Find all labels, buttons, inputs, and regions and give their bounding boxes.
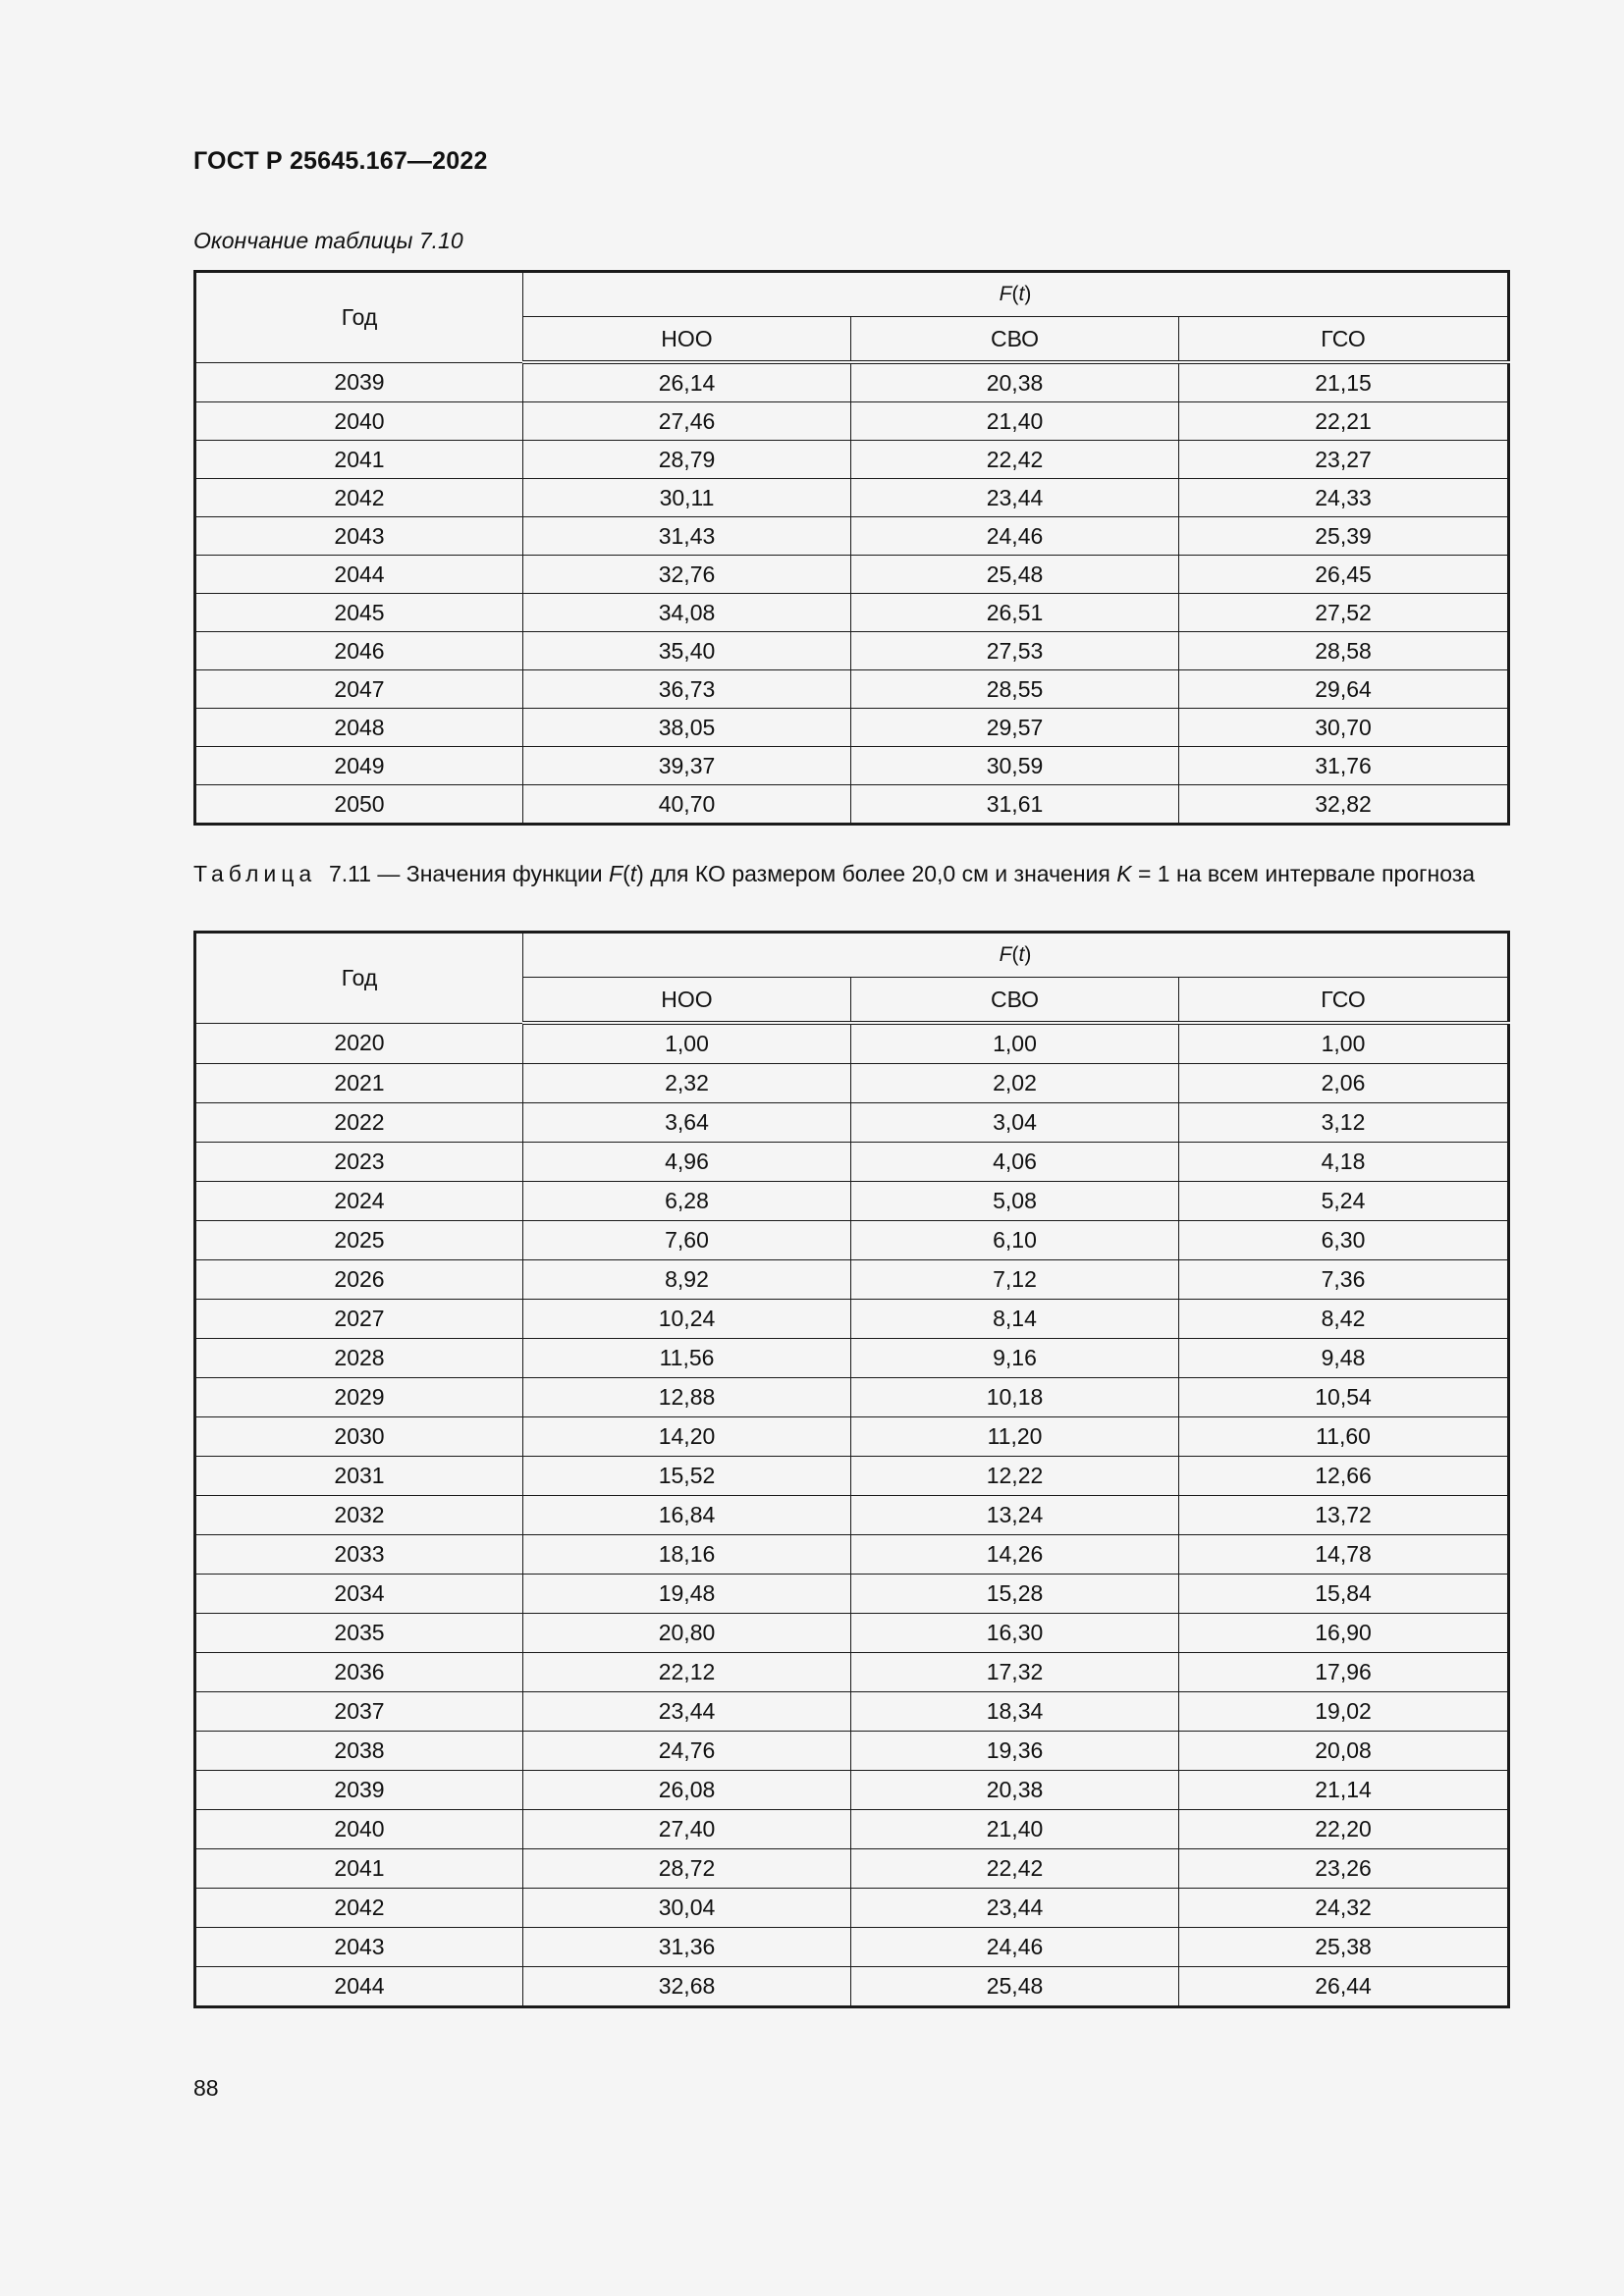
noo-cell: 15,52 [523, 1457, 851, 1496]
year-cell: 2039 [195, 362, 523, 402]
table-row [195, 1221, 1509, 1260]
svo-cell: 22,42 [851, 441, 1179, 479]
svo-cell: 6,10 [851, 1221, 1179, 1260]
year-cell: 2027 [195, 1300, 523, 1339]
year-cell: 2031 [195, 1457, 523, 1496]
table-row [195, 670, 1509, 709]
svo-cell: 28,55 [851, 670, 1179, 709]
gso-cell: 6,30 [1179, 1221, 1509, 1260]
noo-cell: 27,40 [523, 1810, 851, 1849]
gso-cell: 16,90 [1179, 1614, 1509, 1653]
table-7-11 [193, 931, 1510, 2008]
noo-cell: 40,70 [523, 785, 851, 825]
noo-cell: 11,56 [523, 1339, 851, 1378]
gso-cell: 26,44 [1179, 1967, 1509, 2007]
noo-cell: 22,12 [523, 1653, 851, 1692]
table-row [195, 1849, 1509, 1889]
noo-cell: 1,00 [523, 1023, 851, 1064]
table-row [195, 1260, 1509, 1300]
year-cell: 2026 [195, 1260, 523, 1300]
gso-cell: 27,52 [1179, 594, 1509, 632]
year-cell: 2040 [195, 1810, 523, 1849]
noo-cell: 26,08 [523, 1771, 851, 1810]
year-cell: 2050 [195, 785, 523, 825]
table-row [195, 1692, 1509, 1732]
svo-cell: 25,48 [851, 1967, 1179, 2007]
table-row [195, 1810, 1509, 1849]
noo-cell: 6,28 [523, 1182, 851, 1221]
year-cell: 2037 [195, 1692, 523, 1732]
year-cell: 2025 [195, 1221, 523, 1260]
gso-cell: 22,20 [1179, 1810, 1509, 1849]
noo-cell: 28,72 [523, 1849, 851, 1889]
year-cell: 2043 [195, 517, 523, 556]
svo-cell: 2,02 [851, 1064, 1179, 1103]
svo-cell: 13,24 [851, 1496, 1179, 1535]
svo-cell: 9,16 [851, 1339, 1179, 1378]
column-group-header-ft: F(t) [523, 933, 1509, 978]
svo-cell: 23,44 [851, 479, 1179, 517]
svo-cell: 23,44 [851, 1889, 1179, 1928]
year-cell: 2021 [195, 1064, 523, 1103]
table-7-10-continuation-caption: Окончание таблицы 7.10 [193, 228, 463, 253]
table-row [195, 1614, 1509, 1653]
year-cell: 2029 [195, 1378, 523, 1417]
table-row [195, 1496, 1509, 1535]
svo-cell: 21,40 [851, 1810, 1179, 1849]
svo-cell: 21,40 [851, 402, 1179, 441]
svo-cell: 20,38 [851, 1771, 1179, 1810]
svo-cell: 8,14 [851, 1300, 1179, 1339]
noo-cell: 31,36 [523, 1928, 851, 1967]
gso-cell: 29,64 [1179, 670, 1509, 709]
table-row [195, 1103, 1509, 1143]
gso-cell: 20,08 [1179, 1732, 1509, 1771]
page-number: 88 [193, 2075, 219, 2101]
svo-cell: 24,46 [851, 1928, 1179, 1967]
svo-cell: 11,20 [851, 1417, 1179, 1457]
table-row [195, 785, 1509, 825]
gso-cell: 21,14 [1179, 1771, 1509, 1810]
gso-cell: 9,48 [1179, 1339, 1509, 1378]
noo-cell: 3,64 [523, 1103, 851, 1143]
year-cell: 2047 [195, 670, 523, 709]
year-cell: 2049 [195, 747, 523, 785]
year-cell: 2044 [195, 1967, 523, 2007]
table-row [195, 1928, 1509, 1967]
table-row [195, 362, 1509, 402]
svo-cell: 16,30 [851, 1614, 1179, 1653]
year-cell: 2043 [195, 1928, 523, 1967]
svo-cell: 31,61 [851, 785, 1179, 825]
svo-cell: 14,26 [851, 1535, 1179, 1575]
table-row [195, 1535, 1509, 1575]
gso-cell: 7,36 [1179, 1260, 1509, 1300]
gso-cell: 25,38 [1179, 1928, 1509, 1967]
svo-cell: 30,59 [851, 747, 1179, 785]
gso-cell: 14,78 [1179, 1535, 1509, 1575]
noo-cell: 35,40 [523, 632, 851, 670]
table-row [195, 1378, 1509, 1417]
svo-cell: 5,08 [851, 1182, 1179, 1221]
svo-cell: 7,12 [851, 1260, 1179, 1300]
svo-cell: 3,04 [851, 1103, 1179, 1143]
year-cell: 2046 [195, 632, 523, 670]
gso-cell: 24,32 [1179, 1889, 1509, 1928]
gso-cell: 13,72 [1179, 1496, 1509, 1535]
noo-cell: 20,80 [523, 1614, 851, 1653]
table-row [195, 1417, 1509, 1457]
gso-cell: 24,33 [1179, 479, 1509, 517]
table-row [195, 594, 1509, 632]
gso-cell: 2,06 [1179, 1064, 1509, 1103]
gso-cell: 15,84 [1179, 1575, 1509, 1614]
svo-cell: 10,18 [851, 1378, 1179, 1417]
gso-cell: 26,45 [1179, 556, 1509, 594]
year-cell: 2024 [195, 1182, 523, 1221]
table-row [195, 632, 1509, 670]
noo-cell: 23,44 [523, 1692, 851, 1732]
table-row [195, 747, 1509, 785]
table-row [195, 1653, 1509, 1692]
svo-cell: 12,22 [851, 1457, 1179, 1496]
table-row [195, 1771, 1509, 1810]
table-7-11-body [195, 1023, 1509, 2007]
gso-cell: 1,00 [1179, 1023, 1509, 1064]
noo-cell: 31,43 [523, 517, 851, 556]
svo-cell: 15,28 [851, 1575, 1179, 1614]
column-header-year: Год [195, 933, 523, 1024]
year-cell: 2038 [195, 1732, 523, 1771]
svo-cell: 24,46 [851, 517, 1179, 556]
table-row [195, 1889, 1509, 1928]
gso-cell: 23,27 [1179, 441, 1509, 479]
column-header-svo: СВО [851, 317, 1179, 363]
table-7-10-body [195, 362, 1509, 825]
noo-cell: 24,76 [523, 1732, 851, 1771]
table-row [195, 1339, 1509, 1378]
gso-cell: 8,42 [1179, 1300, 1509, 1339]
column-header-noo: НОО [523, 978, 851, 1024]
noo-cell: 19,48 [523, 1575, 851, 1614]
year-cell: 2034 [195, 1575, 523, 1614]
noo-cell: 12,88 [523, 1378, 851, 1417]
noo-cell: 26,14 [523, 362, 851, 402]
table-row [195, 1300, 1509, 1339]
year-cell: 2033 [195, 1535, 523, 1575]
noo-cell: 30,11 [523, 479, 851, 517]
column-header-gso: ГСО [1179, 317, 1509, 363]
gso-cell: 32,82 [1179, 785, 1509, 825]
column-header-gso: ГСО [1179, 978, 1509, 1024]
table-row [195, 709, 1509, 747]
noo-cell: 34,08 [523, 594, 851, 632]
svo-cell: 1,00 [851, 1023, 1179, 1064]
column-header-svo: СВО [851, 978, 1179, 1024]
table-row [195, 517, 1509, 556]
table-row [195, 479, 1509, 517]
gso-cell: 25,39 [1179, 517, 1509, 556]
gso-cell: 31,76 [1179, 747, 1509, 785]
gso-cell: 17,96 [1179, 1653, 1509, 1692]
document-header: ГОСТ Р 25645.167—2022 [193, 147, 488, 175]
year-cell: 2048 [195, 709, 523, 747]
year-cell: 2032 [195, 1496, 523, 1535]
noo-cell: 36,73 [523, 670, 851, 709]
table-row [195, 1143, 1509, 1182]
noo-cell: 10,24 [523, 1300, 851, 1339]
year-cell: 2045 [195, 594, 523, 632]
noo-cell: 27,46 [523, 402, 851, 441]
noo-cell: 14,20 [523, 1417, 851, 1457]
table-row [195, 1967, 1509, 2007]
year-cell: 2036 [195, 1653, 523, 1692]
table-row [195, 1182, 1509, 1221]
svo-cell: 20,38 [851, 362, 1179, 402]
year-cell: 2020 [195, 1023, 523, 1064]
gso-cell: 10,54 [1179, 1378, 1509, 1417]
year-cell: 2041 [195, 1849, 523, 1889]
table-row [195, 402, 1509, 441]
table-row [195, 1064, 1509, 1103]
year-cell: 2040 [195, 402, 523, 441]
svo-cell: 22,42 [851, 1849, 1179, 1889]
year-cell: 2039 [195, 1771, 523, 1810]
noo-cell: 38,05 [523, 709, 851, 747]
noo-cell: 30,04 [523, 1889, 851, 1928]
svo-cell: 27,53 [851, 632, 1179, 670]
noo-cell: 28,79 [523, 441, 851, 479]
svo-cell: 29,57 [851, 709, 1179, 747]
table-row [195, 556, 1509, 594]
table-7-10 [193, 270, 1510, 826]
gso-cell: 3,12 [1179, 1103, 1509, 1143]
gso-cell: 19,02 [1179, 1692, 1509, 1732]
noo-cell: 4,96 [523, 1143, 851, 1182]
noo-cell: 18,16 [523, 1535, 851, 1575]
table-row [195, 1732, 1509, 1771]
gso-cell: 30,70 [1179, 709, 1509, 747]
svo-cell: 4,06 [851, 1143, 1179, 1182]
table-row [195, 1575, 1509, 1614]
year-cell: 2042 [195, 1889, 523, 1928]
year-cell: 2022 [195, 1103, 523, 1143]
year-cell: 2030 [195, 1417, 523, 1457]
noo-cell: 39,37 [523, 747, 851, 785]
gso-cell: 22,21 [1179, 402, 1509, 441]
gso-cell: 11,60 [1179, 1417, 1509, 1457]
noo-cell: 16,84 [523, 1496, 851, 1535]
svo-cell: 26,51 [851, 594, 1179, 632]
year-cell: 2028 [195, 1339, 523, 1378]
column-header-year: Год [195, 272, 523, 363]
column-group-header-ft: F(t) [523, 272, 1509, 317]
svo-cell: 18,34 [851, 1692, 1179, 1732]
table-7-11-caption: Таблица 7.11 — Значения функции F(t) для КО размером более 20,0 см и значения K = 1 на всем интервале прогноза [193, 861, 1476, 886]
year-cell: 2035 [195, 1614, 523, 1653]
gso-cell: 5,24 [1179, 1182, 1509, 1221]
column-header-noo: НОО [523, 317, 851, 363]
table-row [195, 1457, 1509, 1496]
year-cell: 2044 [195, 556, 523, 594]
year-cell: 2042 [195, 479, 523, 517]
year-cell: 2041 [195, 441, 523, 479]
table-row [195, 1023, 1509, 1064]
year-cell: 2023 [195, 1143, 523, 1182]
noo-cell: 32,76 [523, 556, 851, 594]
gso-cell: 12,66 [1179, 1457, 1509, 1496]
table-row [195, 441, 1509, 479]
gso-cell: 28,58 [1179, 632, 1509, 670]
gso-cell: 21,15 [1179, 362, 1509, 402]
noo-cell: 2,32 [523, 1064, 851, 1103]
gso-cell: 23,26 [1179, 1849, 1509, 1889]
noo-cell: 32,68 [523, 1967, 851, 2007]
svo-cell: 17,32 [851, 1653, 1179, 1692]
noo-cell: 7,60 [523, 1221, 851, 1260]
svo-cell: 25,48 [851, 556, 1179, 594]
svo-cell: 19,36 [851, 1732, 1179, 1771]
gso-cell: 4,18 [1179, 1143, 1509, 1182]
noo-cell: 8,92 [523, 1260, 851, 1300]
